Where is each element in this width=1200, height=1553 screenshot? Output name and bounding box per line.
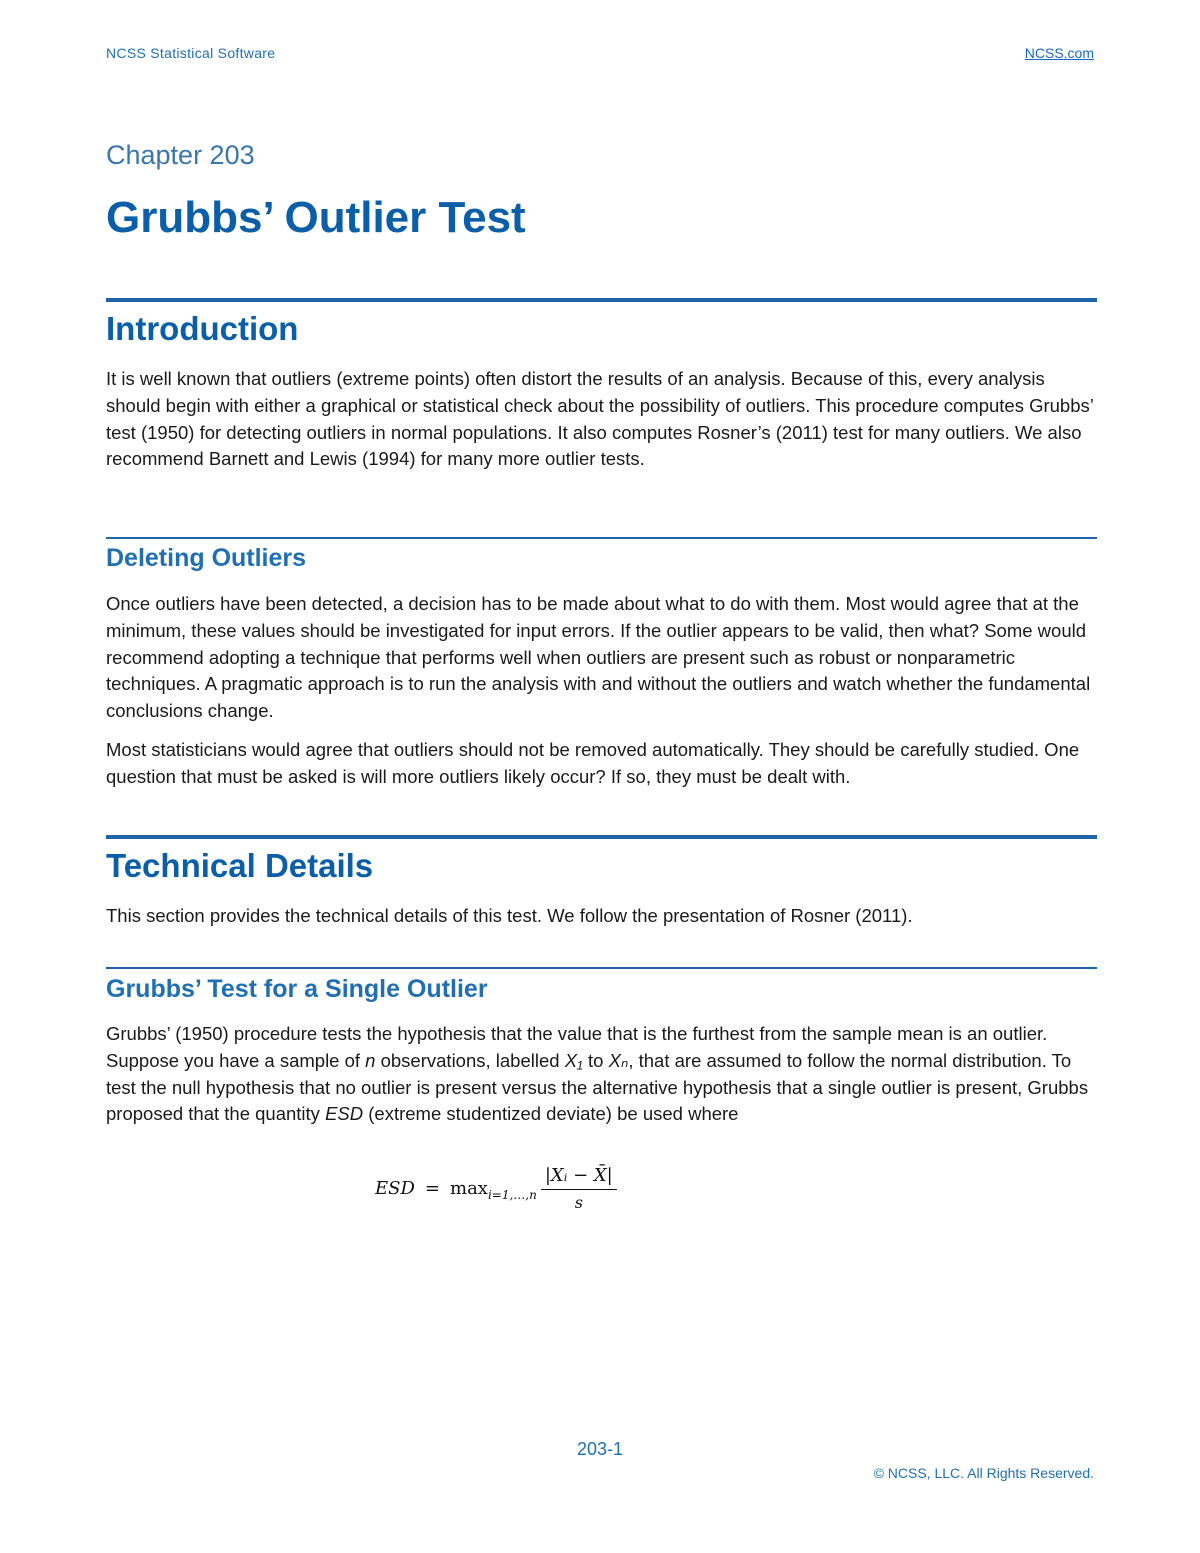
page-number: 203-1	[576, 1439, 624, 1459]
formula-lhs: ESD	[375, 1178, 415, 1199]
text-run: , that are assumed to follow the normal distribution. To test the null hypothesis that no outlier is present versus the alternative hypothesis that a single outlier is present, Grubbs proposed that the quantity	[106, 1049, 1089, 1125]
formula-equals: =	[424, 1178, 440, 1199]
copyright-notice: © NCSS, LLC. All Rights Reserved.	[873, 1465, 1094, 1481]
subsection-divider	[106, 967, 1097, 969]
heading-deleting-outliers: Deleting Outliers	[106, 544, 307, 572]
text-run: (extreme studentized deviate) be used where	[363, 1103, 739, 1125]
chapter-label: Chapter 203	[106, 140, 255, 170]
symbol-esd: ESD	[325, 1103, 364, 1125]
paragraph-single-outlier	[106, 1021, 1097, 1128]
subsection-divider	[106, 537, 1097, 539]
header-site-link[interactable]: NCSS.com	[1024, 45, 1094, 61]
symbol-x1: X₁	[564, 1049, 583, 1071]
paragraph-deleting-2: Most statisticians would agree that outliers should not be removed automatically. They should be carefully studied. One question that must be asked is will more outliers likely occur? If so, they must be dealt with.	[106, 739, 1080, 787]
symbol-xn: Xₙ	[608, 1049, 629, 1071]
paragraph-introduction: It is well known that outliers (extreme points) often distort the results of an analysis. Because of this, every analysis should begin with either a graphical or statistical check about the possibility of outliers. This procedure computes Grubbs’ test (1950) for detecting outliers in normal populations. It also computes Rosner’s (2011) test for many outliers. We also recommend Barnett and Lewis (1994) for many more outlier tests.	[106, 368, 1094, 470]
section-divider	[106, 835, 1097, 839]
paragraph-deleting-1: Once outliers have been detected, a decision has to be made about what to do with them. Most would agree that at the minimum, these values should be investigated for input errors. If the outlier appears to be valid, then what? Some would recommend adopting a technique that performs well when outliers are present such as robust or nonparametric techniques. A pragmatic approach is to run the analysis with and without the outliers and watch whether the fundamental conclusions change.	[106, 593, 1091, 722]
heading-introduction: Introduction	[106, 310, 299, 347]
heading-technical-details: Technical Details	[106, 847, 374, 884]
formula-numerator: |Xᵢ − X̄|	[541, 1165, 617, 1190]
paragraph-technical: This section provides the technical details of this test. We follow the presentation of Rosner (2011).	[106, 905, 913, 926]
text-run: to	[582, 1049, 609, 1071]
formula-max: max	[450, 1178, 488, 1199]
formula-denominator: s	[574, 1193, 583, 1212]
header-software-name: NCSS Statistical Software	[106, 45, 276, 61]
heading-single-outlier: Grubbs’ Test for a Single Outlier	[106, 975, 488, 1003]
text-run: observations, labelled	[375, 1049, 565, 1071]
esd-formula	[375, 1165, 617, 1212]
page-title: Grubbs’ Outlier Test	[106, 193, 526, 242]
symbol-n: n	[365, 1049, 376, 1071]
section-divider	[106, 298, 1097, 302]
formula-fraction	[541, 1165, 617, 1212]
text-run: Grubbs’ (1950) procedure tests the hypothesis that the value that is the furthest from the sample mean is an outlier. Suppose you have a sample of	[106, 1023, 1048, 1071]
formula-subscript: i=1,…,n	[487, 1187, 537, 1202]
